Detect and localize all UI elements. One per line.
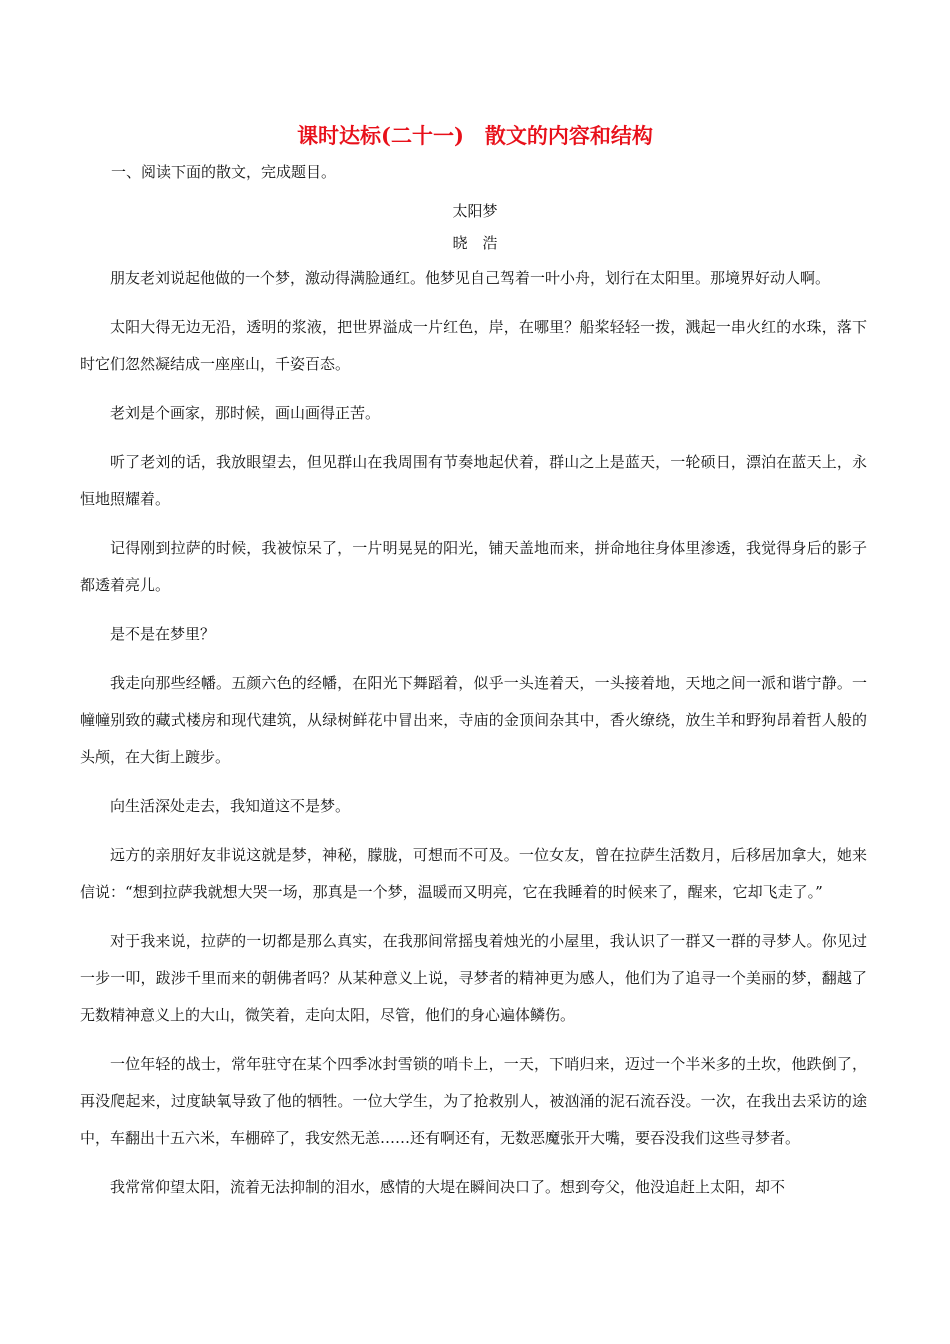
paragraph: 太阳大得无边无沿，透明的浆液，把世界溢成一片红色，岸，在哪里？船桨轻轻一拨，溅起一串火红的水珠，落下时它们忽然凝结成一座座山，千姿百态。: [80, 318, 867, 373]
paragraph: 我常常仰望太阳，流着无法抑制的泪水，感情的大堤在瞬间决口了。想到夸父，他没追赶上太阳，却不: [110, 1178, 786, 1196]
paragraph: 朋友老刘说起他做的一个梦，激动得满脸通红。他梦见自己驾着一叶小舟，划行在太阳里。那境界好动人啊。: [110, 269, 831, 287]
page-title: 课时达标(二十一) 散文的内容和结构: [297, 123, 653, 148]
paragraph: 向生活深处走去，我知道这不是梦。: [110, 797, 351, 815]
essay-author: 晓 浩: [452, 234, 498, 252]
essay-body: [80, 260, 867, 1218]
paragraph: 对于我来说，拉萨的一切都是那么真实，在我那间常摇曳着烛光的小屋里，我认识了一群又一群的寻梦人。你见过一步一叩，跋涉千里而来的朝佛者吗？从某种意义上说，寻梦者的精神更为感人，他们为了追寻一个美丽的梦，翻越了无数精神意义上的大山，微笑着，走向太阳，尽管，他们的身心遍体鳞伤。: [80, 932, 867, 1024]
paragraph: 记得刚到拉萨的时候，我被惊呆了，一片明晃晃的阳光，铺天盖地而来，拼命地往身体里渗透，我觉得身后的影子都透着亮儿。: [80, 539, 867, 594]
paragraph: 是不是在梦里？: [110, 625, 216, 643]
paragraph: 远方的亲朋好友非说这就是梦，神秘，朦胧，可想而不可及。一位女友，曾在拉萨生活数月，后移居加拿大，她来信说：“想到拉萨我就想大哭一场，那真是一个梦，温暖而又明亮，它在我睡着的时候来了，醒来，它却飞走了。”: [80, 846, 867, 901]
paragraph: 听了老刘的话，我放眼望去，但见群山在我周围有节奏地起伏着，群山之上是蓝天，一轮硕日，漂泊在蓝天上，永恒地照耀着。: [80, 453, 867, 508]
question-instruction: 一、阅读下面的散文，完成题目。: [111, 163, 337, 181]
paragraph: 一位年轻的战士，常年驻守在某个四季冰封雪锁的哨卡上，一天，下哨归来，迈过一个半米多的土坎，他跌倒了，再没爬起来，过度缺氧导致了他的牺牲。一位大学生，为了抢救别人，被汹涌的泥石流吞没。一次，在我出去采访的途中，车翻出十五六米，车棚碎了，我安然无恙……还有啊还有，无数恶魔张开大嘴，要吞没我们这些寻梦者。: [80, 1055, 867, 1147]
paragraph: 老刘是个画家，那时候，画山画得正苦。: [110, 404, 381, 422]
paragraph: 我走向那些经幡。五颜六色的经幡，在阳光下舞蹈着，似乎一头连着天，一头接着地，天地之间一派和谐宁静。一幢幢别致的藏式楼房和现代建筑，从绿树鲜花中冒出来，寺庙的金顶间杂其中，香火缭绕，放生羊和野狗昂着哲人般的头颅，在大街上踱步。: [80, 674, 867, 766]
essay-title: 太阳梦: [452, 202, 498, 220]
